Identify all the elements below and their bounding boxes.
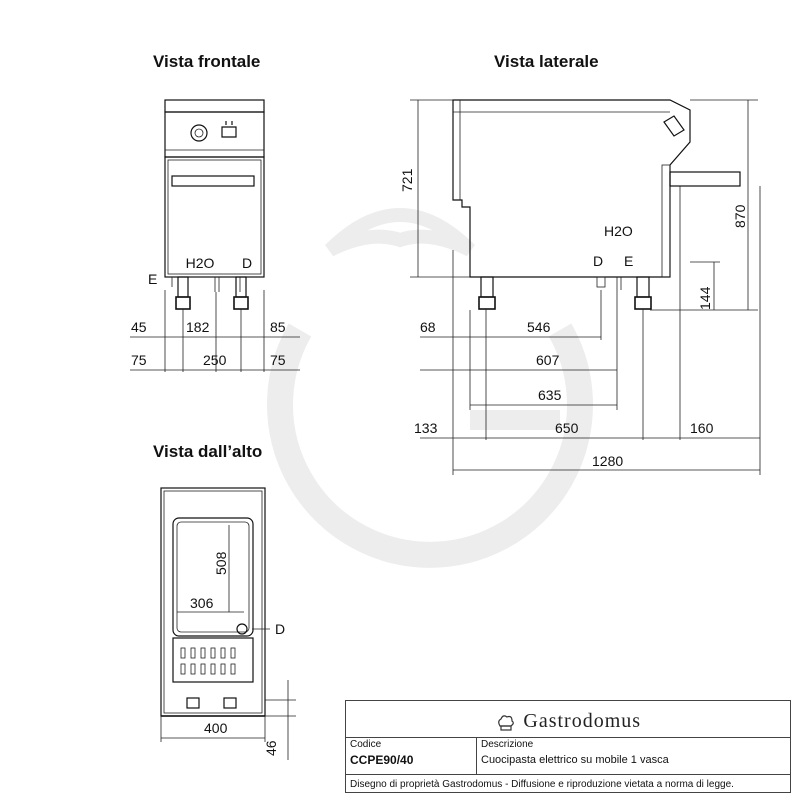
front-h2o-label: H2O [185, 255, 215, 271]
gastrodomus-watermark-icon [280, 215, 580, 555]
dim-45: 45 [131, 319, 147, 335]
dim-870: 870 [732, 204, 748, 228]
chef-hat-icon [495, 712, 517, 734]
dim-721: 721 [399, 168, 415, 192]
dim-85: 85 [270, 319, 286, 335]
dim-75-right: 75 [270, 352, 286, 368]
top-d-label: D [275, 621, 286, 637]
description-cell [477, 737, 790, 774]
dim-650: 650 [555, 420, 579, 436]
front-view-title: Vista frontale [153, 52, 261, 71]
code-label: Codice [350, 739, 382, 750]
ownership-notice: Disegno di proprietà Gastrodomus - Diffusione e riproduzione vietata a norma di legge. [350, 779, 734, 790]
side-view-title: Vista laterale [494, 52, 599, 71]
brand-logo-text: Gastrodomus [523, 710, 642, 732]
dim-400: 400 [204, 720, 228, 736]
logo-area [346, 701, 790, 738]
dim-46: 46 [263, 740, 279, 756]
front-view [130, 100, 300, 372]
front-e-label: E [148, 271, 158, 287]
title-block-row [346, 737, 790, 775]
dim-607: 607 [536, 352, 560, 368]
dim-133: 133 [414, 420, 438, 436]
description-label: Descrizione [481, 739, 534, 750]
dim-182: 182 [186, 319, 210, 335]
dim-635: 635 [538, 387, 562, 403]
side-e-label: E [624, 253, 634, 269]
front-d-label: D [242, 255, 253, 271]
dim-75-left: 75 [131, 352, 147, 368]
side-h2o-label: H2O [604, 223, 633, 239]
dim-306: 306 [190, 595, 214, 611]
dim-1280: 1280 [592, 453, 624, 469]
dim-68: 68 [420, 319, 436, 335]
title-block [345, 700, 791, 793]
dim-144: 144 [697, 286, 713, 310]
code-cell [346, 737, 477, 774]
dim-160: 160 [690, 420, 714, 436]
dim-508: 508 [213, 551, 229, 575]
side-d-label: D [593, 253, 604, 269]
top-view-title: Vista dall’alto [153, 442, 263, 461]
top-view [161, 488, 296, 760]
description-value: Cuocipasta elettrico su mobile 1 vasca [481, 754, 669, 766]
dim-546: 546 [527, 319, 551, 335]
code-value: CCPE90/40 [350, 753, 414, 767]
dim-250: 250 [203, 352, 227, 368]
